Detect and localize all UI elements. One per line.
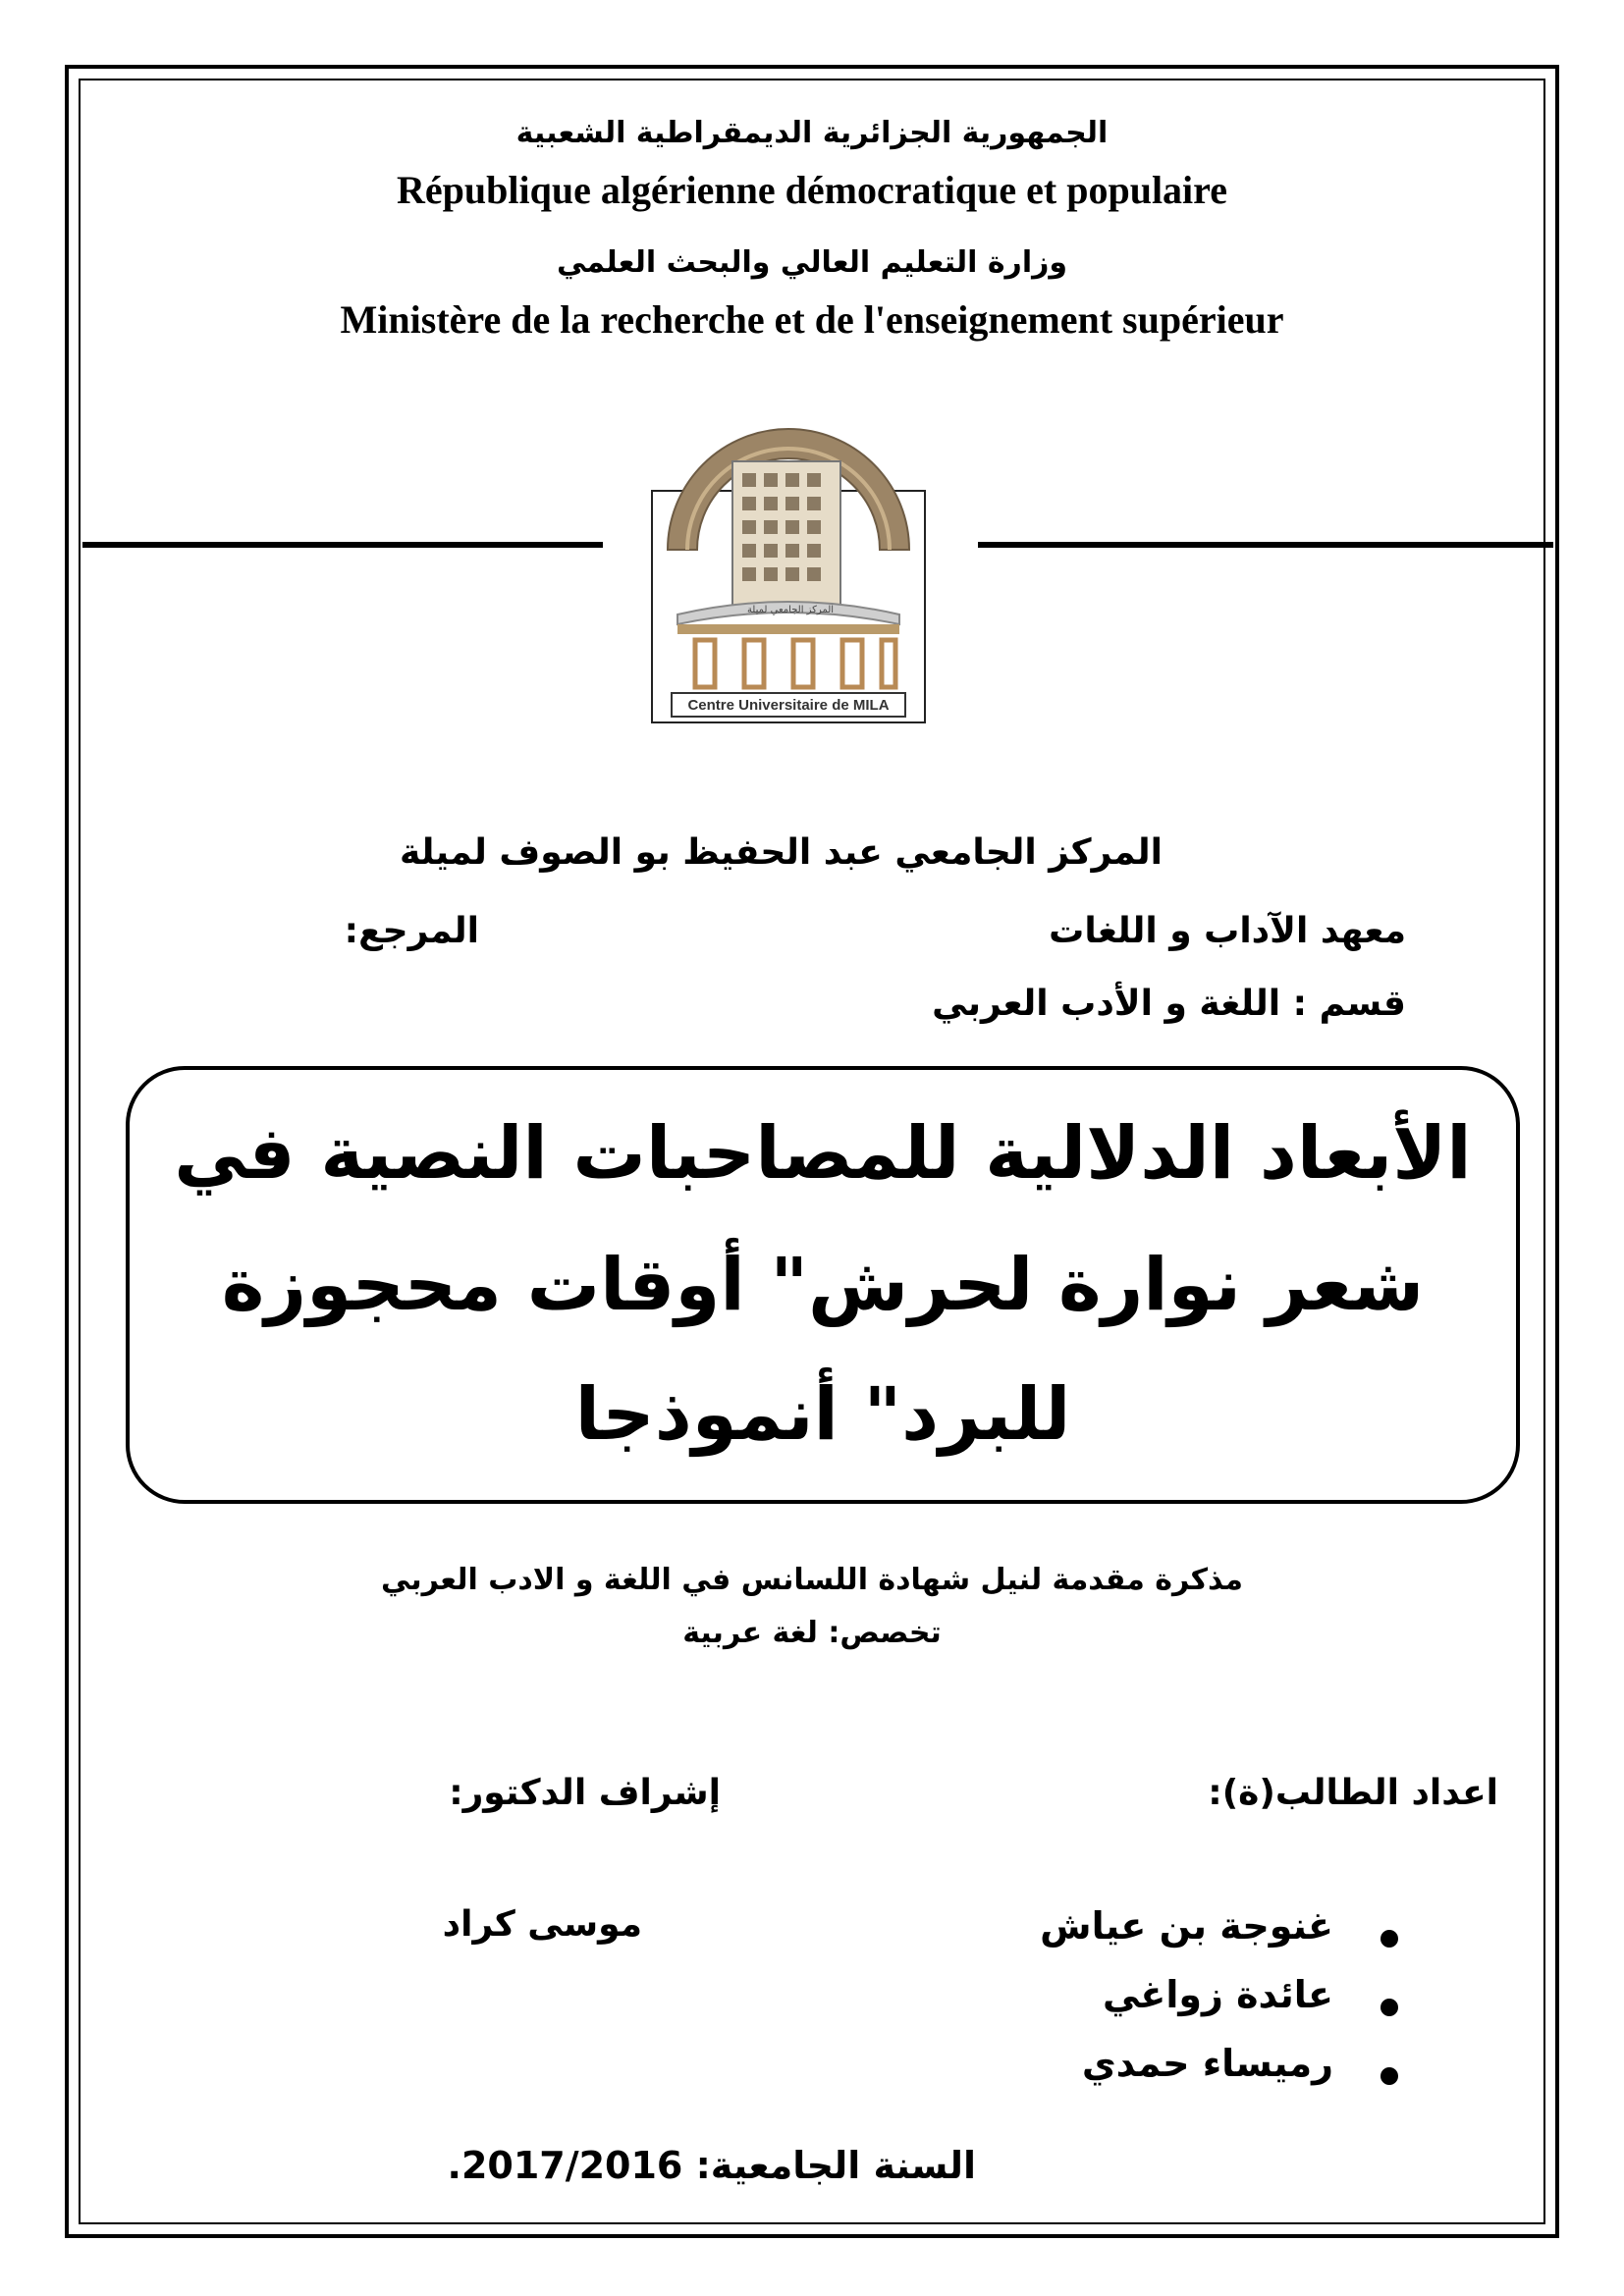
reference-label: المرجع:: [344, 911, 479, 951]
bullet-icon: [1380, 1930, 1398, 1948]
thesis-purpose: مذكرة مقدمة لنيل شهادة اللسانس في اللغة و الادب العربي: [381, 1563, 1243, 1597]
logo-inner-text: المركز الجامعي لميلة: [746, 605, 835, 615]
students-label: اعداد الطالب(ة):: [1208, 1773, 1498, 1813]
student-name-2: عائدة زواغي: [1102, 1973, 1333, 2016]
republic-arabic: الجمهورية الجزائرية الديمقراطية الشعبية: [515, 116, 1109, 150]
logo-caption: Centre Universitaire de MILA: [687, 697, 890, 714]
supervisor-label: إشراف الدكتور:: [449, 1773, 721, 1813]
supervisor-name: موسى كراد: [442, 1904, 642, 1945]
divider-left: [82, 542, 603, 548]
bullet-icon: [1380, 2067, 1398, 2085]
bullet-icon: [1380, 1999, 1398, 2016]
thesis-title-box: [126, 1066, 1520, 1504]
thesis-title-line-3: للبرد" أنموذجا: [574, 1372, 1071, 1457]
department-name: قسم : اللغة و الأدب العربي: [932, 984, 1406, 1024]
thesis-specialty: تخصص: لغة عربية: [682, 1616, 942, 1650]
thesis-title-line-1: الأبعاد الدلالية للمصاحبات النصية في: [174, 1111, 1472, 1196]
student-name-3: رميساء حمدي: [1081, 2042, 1333, 2085]
university-logo: [648, 393, 929, 726]
ministry-french: Ministère de la recherche et de l'enseignement supérieur: [340, 297, 1284, 342]
university-building-icon: [648, 393, 929, 726]
academic-year: السنة الجامعية: 2017/2016.: [447, 2144, 976, 2187]
thesis-title-line-2: شعر نوارة لحرش" أوقات محجوزة: [221, 1243, 1425, 1327]
university-center-name: المركز الجامعي عبد الحفيظ بو الصوف لميلة: [400, 832, 1163, 873]
republic-french: République algérienne démocratique et populaire: [397, 168, 1227, 212]
student-name-1: غنوجة بن عياش: [1040, 1904, 1333, 1948]
ministry-arabic: وزارة التعليم العالي والبحث العلمي: [556, 245, 1068, 280]
divider-right: [978, 542, 1553, 548]
institute-name: معهد الآداب و اللغات: [1049, 911, 1406, 951]
